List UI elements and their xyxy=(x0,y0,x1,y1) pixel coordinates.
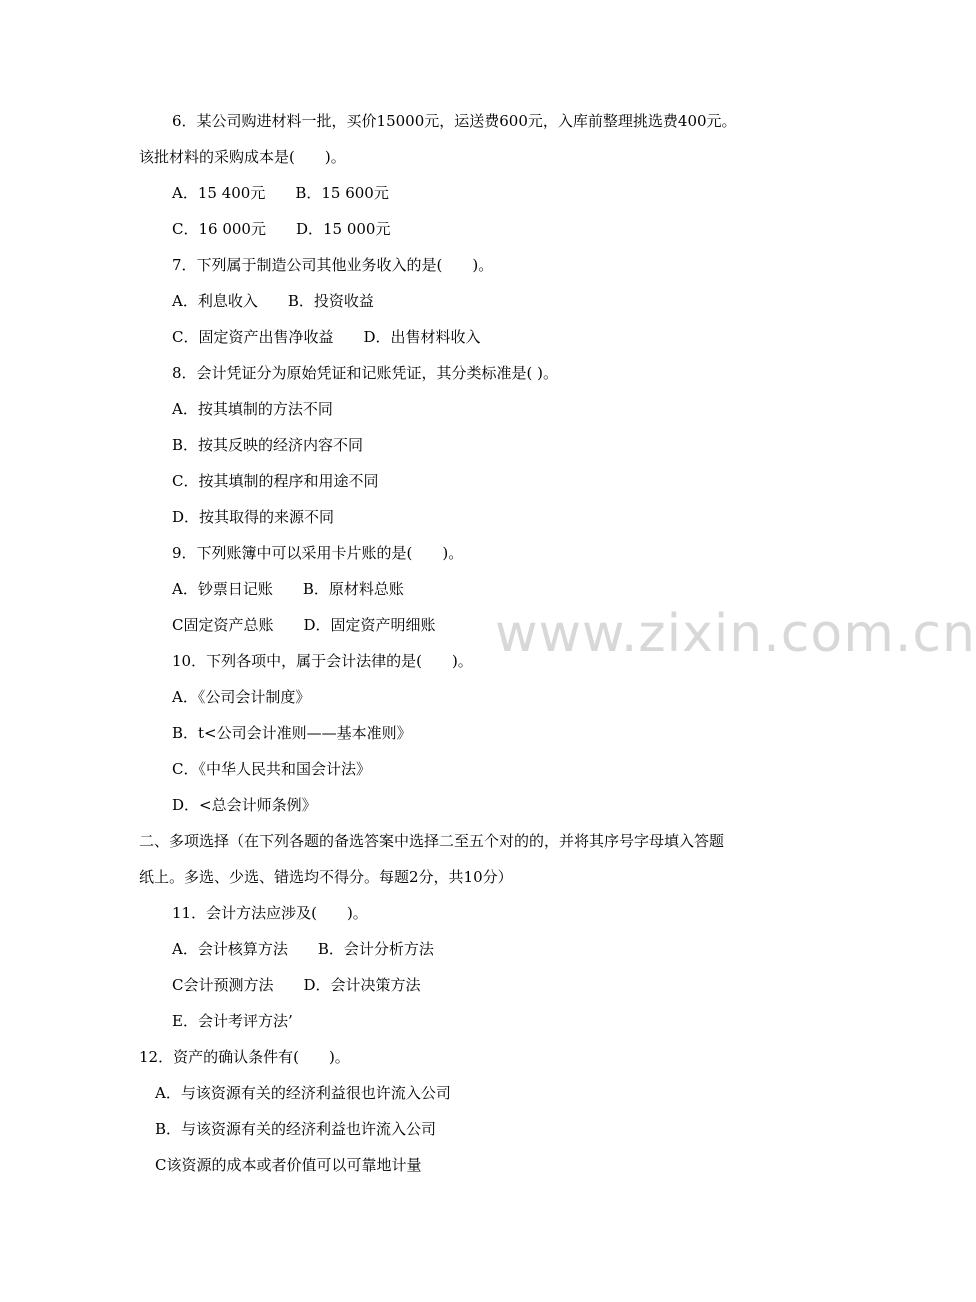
question-10-option-c: C．《中华人民共和国会计法》 xyxy=(172,760,371,778)
question-7-options-ab: A．利息收入 B．投资收益 xyxy=(172,292,374,310)
question-10-option-b: B．t<公司会计准则——基本准则》 xyxy=(172,724,412,742)
question-6-options-ab: A．15 400元 B．15 600元 xyxy=(172,184,389,202)
question-8: 8．会计凭证分为原始凭证和记账凭证，其分类标准是( )。 xyxy=(172,364,559,382)
question-11: 11．会计方法应涉及( )。 xyxy=(172,904,368,922)
question-12-option-c: C该资源的成本或者价值可以可靠地计量 xyxy=(155,1156,422,1174)
question-12: 12．资产的确认条件有( )。 xyxy=(139,1048,350,1066)
section-2-heading-line1: 二、多项选择（在下列各题的备选答案中选择二至五个对的的，并将其序号字母填入答题 xyxy=(139,832,725,850)
question-12-option-a: A．与该资源有关的经济利益很也许流入公司 xyxy=(155,1084,451,1102)
question-8-option-b: B．按其反映的经济内容不同 xyxy=(172,436,364,454)
question-9-options-cd: C固定资产总账 D．固定资产明细账 xyxy=(172,616,436,634)
question-6-line2: 该批材料的采购成本是( )。 xyxy=(139,148,346,166)
question-7-options-cd: C．固定资产出售净收益 D．出售材料收入 xyxy=(172,328,481,346)
question-9-options-ab: A．钞票日记账 B．原材料总账 xyxy=(172,580,404,598)
question-11-option-e: E．会计考评方法’ xyxy=(172,1012,293,1030)
question-9: 9．下列账簿中可以采用卡片账的是( )。 xyxy=(172,544,464,562)
section-2-heading-line2: 纸上。多选、少选、错选均不得分。每题2分，共10分） xyxy=(139,868,513,886)
question-10-option-d: D．<总会计师条例》 xyxy=(172,796,317,814)
question-7: 7．下列属于制造公司其他业务收入的是( )。 xyxy=(172,256,494,274)
question-6-line1: 6．某公司购进材料一批，买价15000元，运送费600元，入库前整理挑选费400元。 xyxy=(172,112,737,130)
question-6-options-cd: C．16 000元 D．15 000元 xyxy=(172,220,391,238)
question-8-option-c: C．按其填制的程序和用途不同 xyxy=(172,472,379,490)
question-12-option-b: B．与该资源有关的经济利益也许流入公司 xyxy=(155,1120,437,1138)
question-8-option-d: D．按其取得的来源不同 xyxy=(172,508,335,526)
question-11-options-ab: A．会计核算方法 B．会计分析方法 xyxy=(172,940,434,958)
question-11-options-cd: C会计预测方法 D．会计决策方法 xyxy=(172,976,421,994)
watermark: www.zixin.com.cn xyxy=(495,604,976,664)
question-10-option-a: A．《公司会计制度》 xyxy=(172,688,311,706)
question-8-option-a: A．按其填制的方法不同 xyxy=(172,400,333,418)
question-10: 10．下列各项中，属于会计法律的是( )。 xyxy=(172,652,473,670)
